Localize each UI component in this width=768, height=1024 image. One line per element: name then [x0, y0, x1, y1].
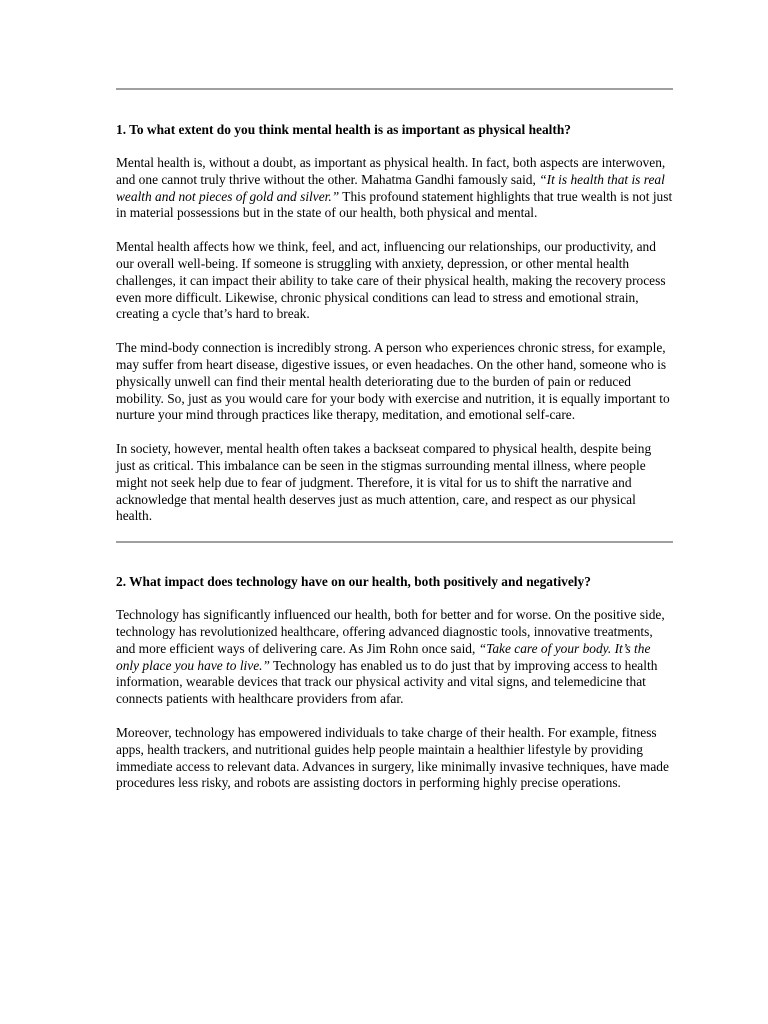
- answer-paragraph: Mental health affects how we think, feel, and act, influencing our relationships, our productivity, and our overall well-being. If someone is struggling with anxiety, depression, or other mental health challenges, it can impact their ability to take care of their physical health, making the recovery process even more difficult. Likewise, chronic physical conditions can lead to stress and emotional strain, creating a cycle that’s hard to break.: [116, 239, 666, 322]
- paragraph-text: Mental health is, without a doubt, as important as physical health. In fact, both aspects are interwoven, and one cannot truly thrive without the other. Mahatma Gandhi famously said,: [116, 155, 666, 187]
- paragraph-text: This profound statement highlights that true wealth is not just in material possessions but in the state of our health, both physical and mental.: [116, 188, 673, 221]
- answer-paragraph: [116, 607, 673, 708]
- quote-text: “Take care of your body. It’s the only place you have to live.”: [116, 640, 651, 673]
- horizontal-rule: [116, 541, 673, 543]
- paragraph-text: Technology has significantly influenced our health, both for better and for worse. On the positive side, technology has revolutionized healthcare, offering advanced diagnostic tools, innovative treatments, and more efficient ways of delivering care. As Jim Rohn once said,: [116, 607, 665, 656]
- answer-paragraph: The mind-body connection is incredibly strong. A person who experiences chronic stress, for example, may suffer from heart disease, digestive issues, or even headaches. On the other hand, someone who is physically unwell can find their mental health deteriorating due to the burden of pain or reduced mobility. So, just as you would care for your body with exercise and nutrition, it is equally important to nurture your mind through practices like therapy, meditation, and emotional self-care.: [116, 340, 670, 423]
- document-page: [116, 88, 673, 792]
- paragraph-text: Technology has enabled us to do just that by improving access to health information, wearable devices that track our physical activity and vital signs, and telemedicine that connects patients with healthcare providers from afar.: [116, 657, 658, 707]
- question-heading: 1. To what extent do you think mental health is as important as physical health?: [116, 122, 571, 137]
- answer-paragraph: Moreover, technology has empowered individuals to take charge of their health. For example, fitness apps, health trackers, and nutritional guides help people maintain a healthier lifestyle by providing immediate access to relevant data. Advances in surgery, like minimally invasive techniques, have made procedures less risky, and robots are assisting doctors in performing highly precise operations.: [116, 724, 669, 791]
- quote-text: “It is health that is real wealth and not pieces of gold and silver.”: [116, 171, 665, 204]
- horizontal-rule: [116, 88, 673, 90]
- answer-paragraph: In society, however, mental health often takes a backseat compared to physical health, despite being just as critical. This imbalance can be seen in the stigmas surrounding mental illness, where people might not seek help due to fear of judgment. Therefore, it is vital for us to shift the narrative and acknowledge that mental health deserves just as much attention, care, and respect as our physical health.: [116, 441, 652, 524]
- answer-paragraph: [116, 155, 673, 222]
- question-heading: 2. What impact does technology have on our health, both positively and negatively?: [116, 574, 591, 590]
